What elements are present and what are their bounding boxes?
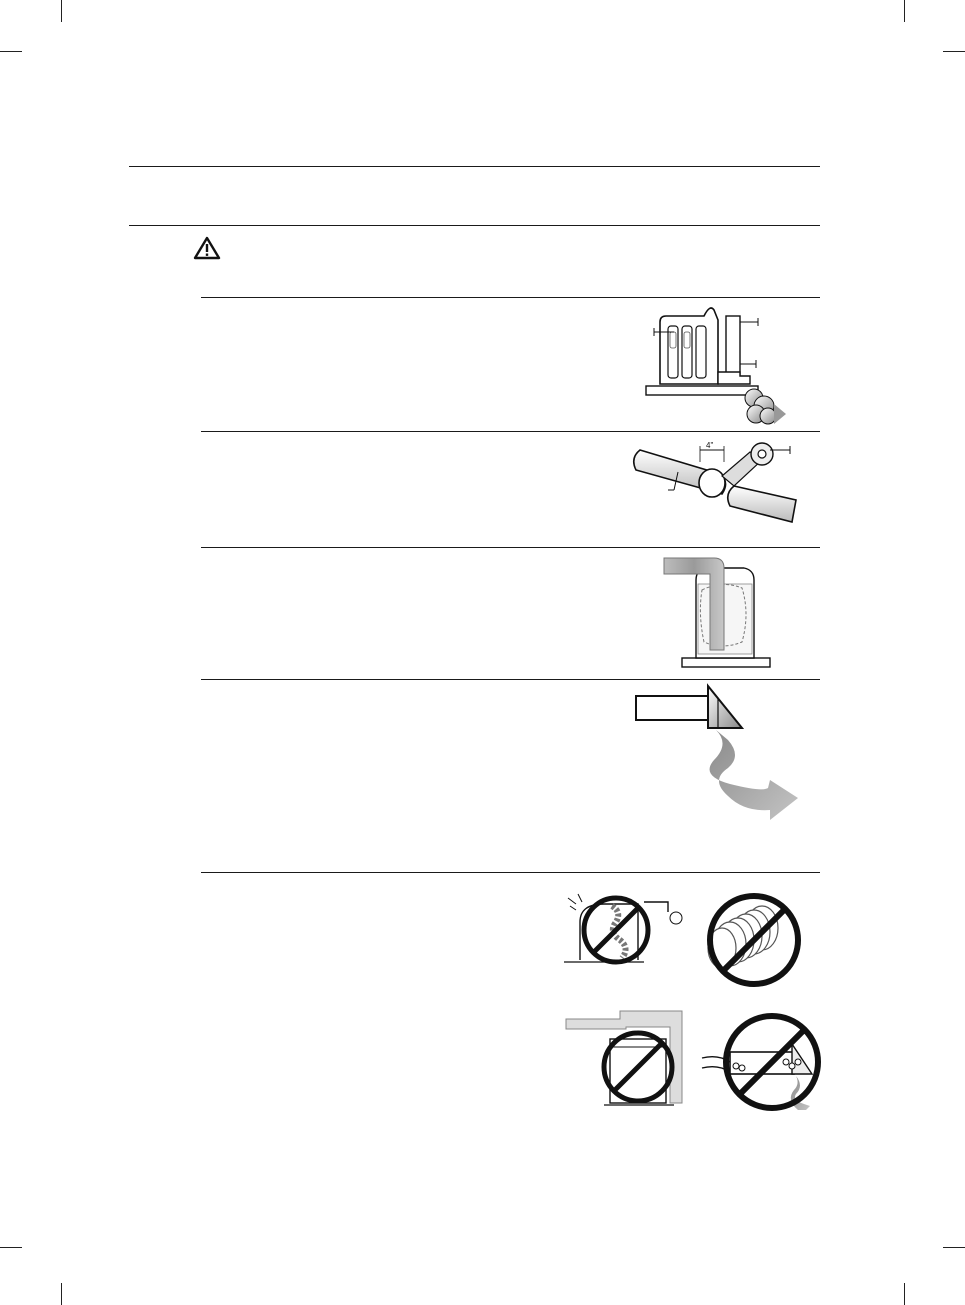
duct-taped-joint-icon	[630, 436, 800, 528]
crop-mark-top-right-h	[943, 51, 965, 52]
no-duct-over-dryer-icon	[564, 1005, 688, 1113]
duct-behind-dryer-icon	[662, 554, 772, 668]
item-rule-3	[201, 547, 820, 548]
crop-mark-top-left-v	[61, 0, 62, 22]
exhaust-airflow-arrow-icon	[634, 684, 804, 824]
crop-mark-bottom-right-h	[943, 1247, 965, 1248]
item-rule-2	[201, 431, 820, 432]
no-plastic-foil-duct-icon	[700, 892, 808, 992]
item-rule-1	[201, 297, 820, 298]
item-rule-4	[201, 679, 820, 680]
crop-mark-bottom-left-h	[0, 1247, 22, 1248]
tape-gap-label: 4"	[706, 441, 714, 450]
crop-mark-bottom-left-v	[61, 1283, 62, 1305]
item-rule-5	[201, 872, 820, 873]
section-top-rule	[129, 166, 820, 167]
crop-mark-top-right-v	[904, 0, 905, 22]
crop-mark-bottom-right-v	[904, 1283, 905, 1305]
no-clogged-duct-icon	[700, 1010, 824, 1110]
warning-triangle-icon	[193, 236, 221, 260]
crop-mark-top-left-h	[0, 51, 22, 52]
section-bottom-rule	[129, 225, 820, 226]
no-crushed-duct-icon	[564, 888, 688, 970]
dryer-exhaust-duct-icon	[640, 302, 800, 430]
